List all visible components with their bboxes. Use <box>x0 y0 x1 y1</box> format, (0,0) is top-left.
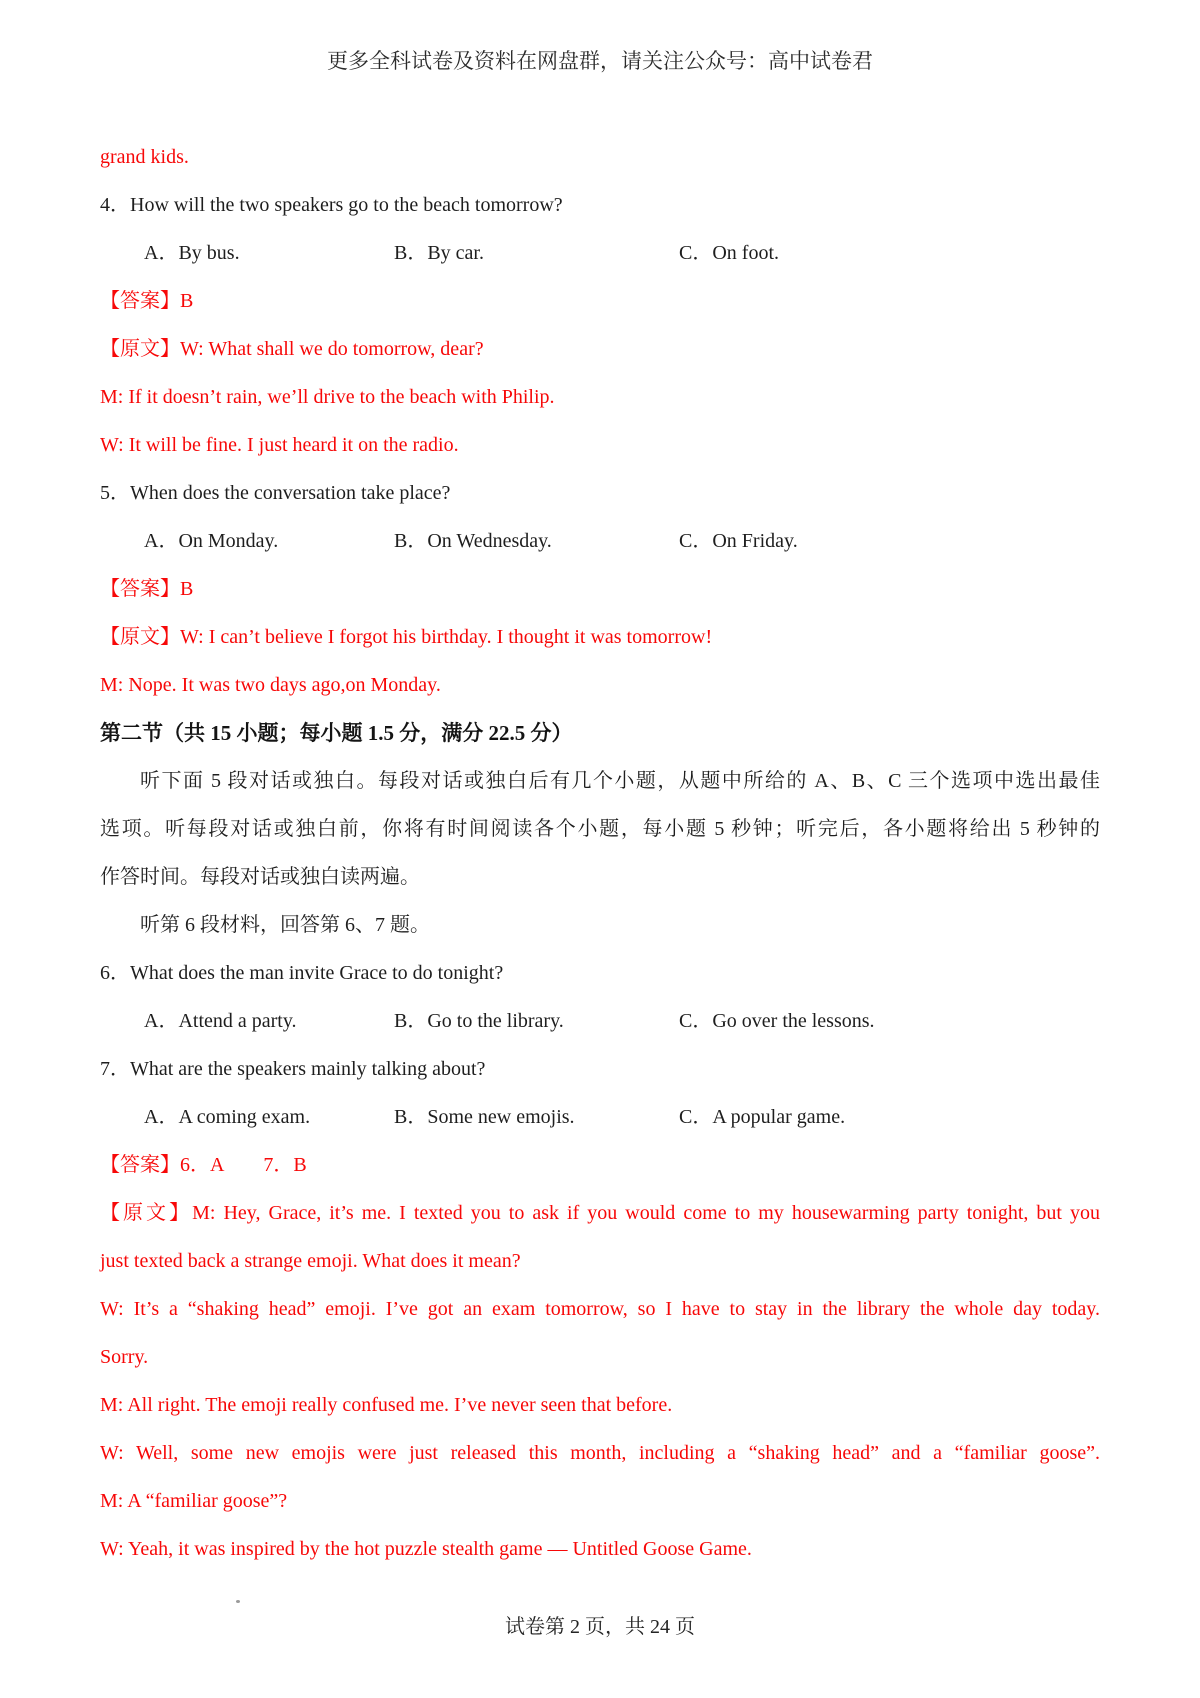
transcript-5-line-2: M: Nope. It was two days ago,on Monday. <box>100 674 441 696</box>
instructions-line-3: 作答时间。每段对话或独白读两遍。 <box>100 866 420 888</box>
option-a: A．A coming exam. <box>144 1106 311 1128</box>
document-lines <box>100 133 1100 1573</box>
transcript-6-7-line-3: W: It’s a “shaking head” emoji. I’ve got an exam tomorrow, so I have to stay in the library the whole day today. <box>100 1298 1100 1320</box>
transcript-6-7-line-4: Sorry. <box>100 1346 149 1368</box>
question-4: 4．How will the two speakers go to the beach tomorrow? <box>100 194 563 216</box>
option-b: B．Some new emojis. <box>394 1106 575 1128</box>
option-b: B．Go to the library. <box>394 1010 564 1032</box>
option-b: B．On Wednesday. <box>394 530 552 552</box>
transcript-6-7-line-2: just texted back a strange emoji. What does it mean? <box>100 1250 521 1272</box>
options-row-5 <box>100 517 1100 565</box>
instructions-line-1: 听下面 5 段对话或独白。每段对话或独白后有几个小题，从题中所给的 A、B、C 三个选项中选出最佳 <box>140 770 1100 792</box>
instructions-line-2: 选项。听每段对话或独白前，你将有时间阅读各个小题，每小题 5 秒钟；听完后，各小题将给出 5 秒钟的 <box>100 818 1100 840</box>
transcript-4-line-2: M: If it doesn’t rain, we’ll drive to the beach with Philip. <box>100 386 555 408</box>
question-5: 5．When does the conversation take place? <box>100 482 451 504</box>
question-6: 6．What does the man invite Grace to do tonight? <box>100 962 504 984</box>
answer-6-7: 【答案】6．A 7．B <box>100 1154 307 1176</box>
option-c: C．On foot. <box>679 242 779 264</box>
transcript-4-line-3: W: It will be fine. I just heard it on the radio. <box>100 434 459 456</box>
page-number-footer: 试卷第 2 页，共 24 页 <box>505 1616 695 1638</box>
transcript-6-7-line-1: 【原文】M: Hey, Grace, it’s me. I texted you to ask if you would come to my housewarming party tonight, but you <box>100 1202 1100 1224</box>
answer-4: 【答案】B <box>100 290 194 312</box>
question-7: 7．What are the speakers mainly talking about? <box>100 1058 486 1080</box>
option-c: C．Go over the lessons. <box>679 1010 875 1032</box>
transcript-6-7-line-8: W: Yeah, it was inspired by the hot puzzle stealth game — Untitled Goose Game. <box>100 1538 752 1560</box>
options-row-7 <box>100 1093 1100 1141</box>
section-2-heading: 第二节（共 15 小题；每小题 1.5 分，满分 22.5 分） <box>100 721 573 745</box>
transcript-4-line-1: 【原文】W: What shall we do tomorrow, dear? <box>100 338 484 360</box>
transcript-5-line-1: 【原文】W: I can’t believe I forgot his birthday. I thought it was tomorrow! <box>100 626 713 648</box>
transcript-6-7-line-6: W: Well, some new emojis were just released this month, including a “shaking head” and a “familiar goose”. <box>100 1442 1100 1464</box>
option-a: A．Attend a party. <box>144 1010 297 1032</box>
header-notice: 更多全科试卷及资料在网盘群，请关注公众号：高中试卷君 <box>327 49 873 73</box>
transcript-6-7-line-5: M: All right. The emoji really confused me. I’ve never seen that before. <box>100 1394 673 1416</box>
scan-artifact-dot <box>236 1600 240 1603</box>
option-b: B．By car. <box>394 242 484 264</box>
option-a: A．By bus. <box>144 242 240 264</box>
options-row-6 <box>100 997 1100 1045</box>
answer-5: 【答案】B <box>100 578 194 600</box>
option-c: C．A popular game. <box>679 1106 846 1128</box>
option-a: A．On Monday. <box>144 530 279 552</box>
material-6-prompt: 听第 6 段材料，回答第 6、7 题。 <box>140 914 430 936</box>
transcript-6-7-line-7: M: A “familiar goose”? <box>100 1490 288 1512</box>
transcript-continuation: grand kids. <box>100 146 189 168</box>
options-row-4 <box>100 229 1100 277</box>
option-c: C．On Friday. <box>679 530 798 552</box>
